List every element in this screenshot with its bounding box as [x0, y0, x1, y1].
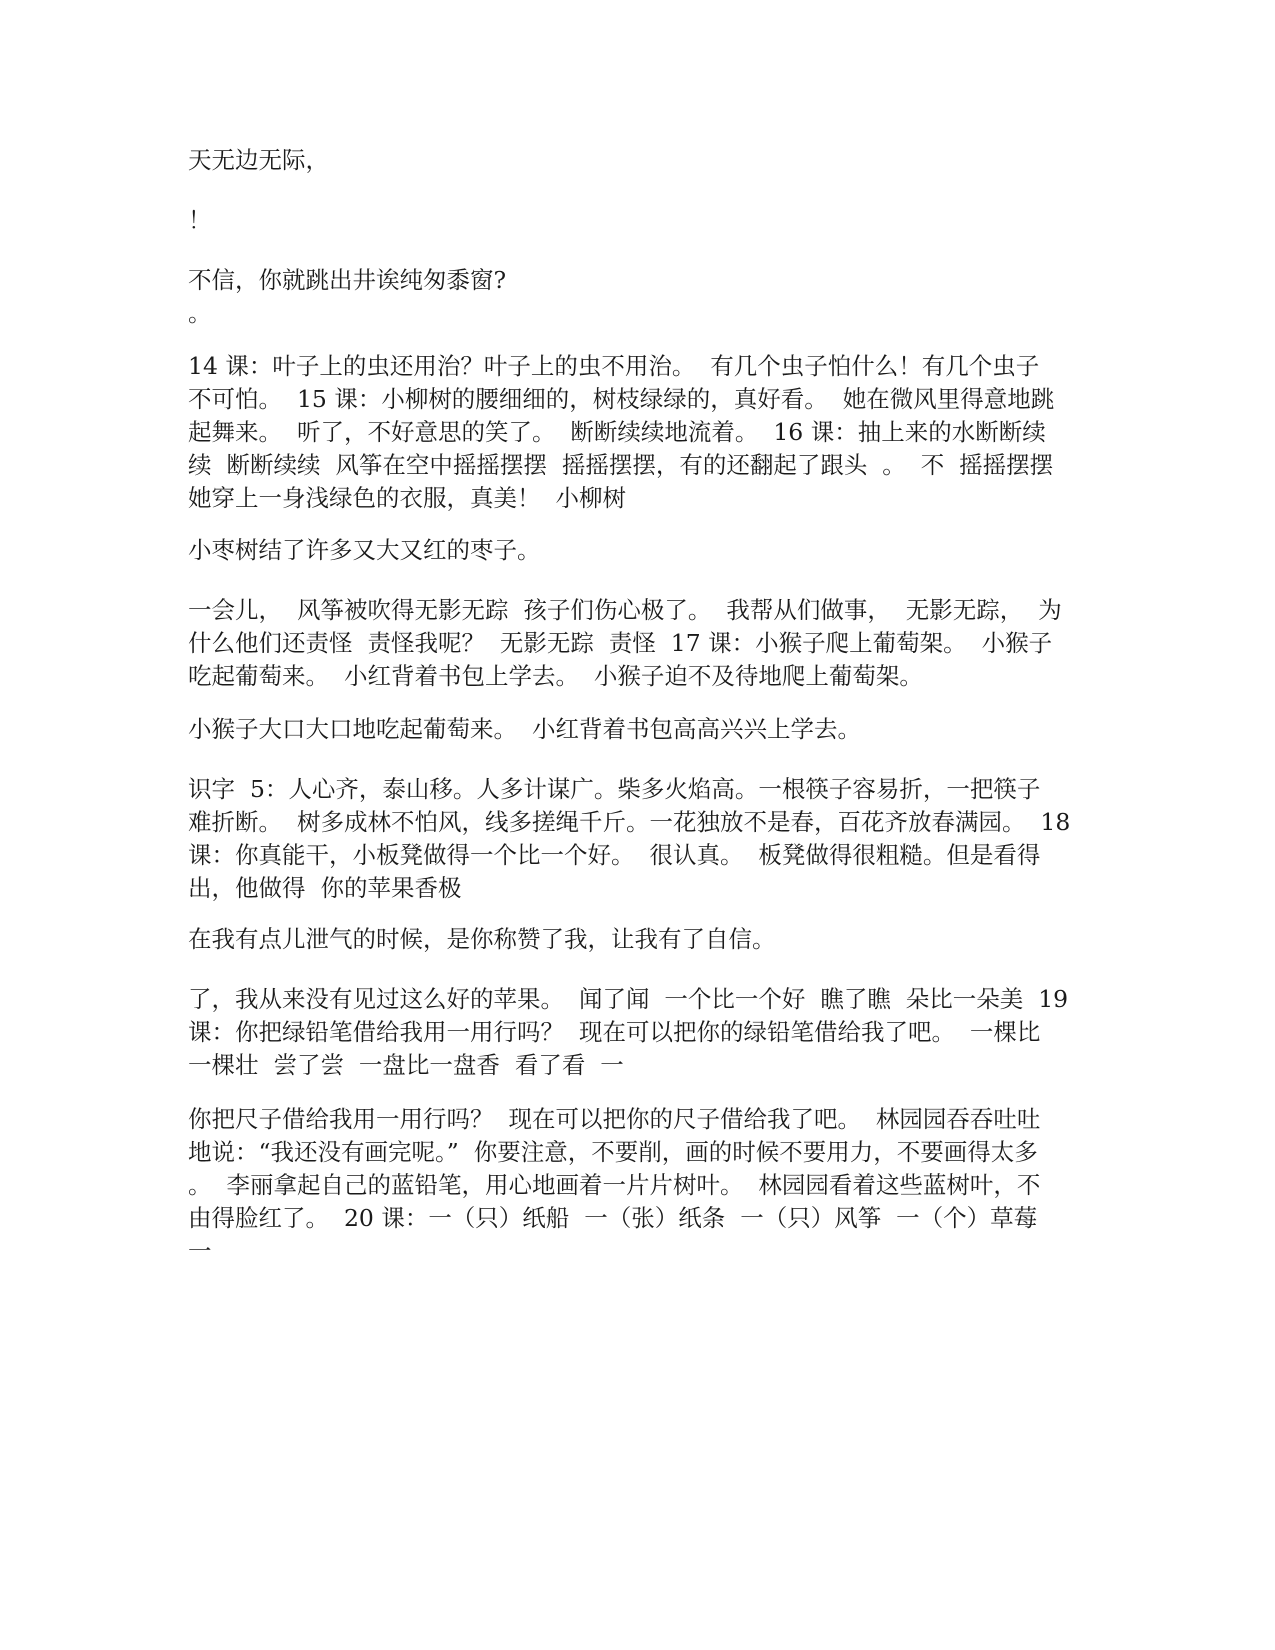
paragraph-9 [188, 923, 1088, 956]
paragraph-6 [188, 594, 1088, 693]
text-line: 小猴子大口大口地吃起葡萄来。 小红背着书包高高兴兴上学去。 [188, 715, 861, 743]
paragraph-8 [188, 773, 1088, 905]
text-line: 不可怕。 15 课：小柳树的腰细细的，树枝绿绿的，真好看。 她在微风里得意地跳 [188, 385, 1055, 413]
paragraph-4 [188, 350, 1088, 515]
text-line: 14 课：叶子上的虫还用治？叶子上的虫不用治。 有几个虫子怕什么！有几个虫子 [188, 352, 1040, 380]
text-line: 出，他做得 你的苹果香极 [188, 874, 462, 902]
text-line: 。 李丽拿起自己的蓝铅笔，用心地画着一片片树叶。 林园园看着这些蓝树叶，不 [188, 1171, 1041, 1199]
paragraph-1 [188, 144, 1088, 177]
text-line: 天无边无际， [188, 146, 329, 174]
paragraph-7 [188, 713, 1088, 746]
text-line: 一棵壮 尝了尝 一盘比一盘香 看了看 一 [188, 1051, 624, 1079]
text-line: 课：你真能干，小板凳做得一个比一个好。 很认真。 板凳做得很粗糙。但是看得 [188, 841, 1041, 869]
text-line: 地说：“我还没有画完呢。” 你要注意，不要削，画的时候不要用力，不要画得太多 [188, 1138, 1038, 1166]
text-line: ！ [188, 206, 212, 234]
text-line: 课：你把绿铅笔借给我用一用行吗？ 现在可以把你的绿铅笔借给我了吧。 一棵比 [188, 1018, 1041, 1046]
text-line: 她穿上一身浅绿色的衣服，真美！ 小柳树 [188, 484, 626, 512]
text-line: 吃起葡萄来。 小红背着书包上学去。 小猴子迫不及待地爬上葡萄架。 [188, 662, 923, 690]
text-line: 由得脸红了。 20 课：一（只）纸船 一（张）纸条 一（只）风筝 一（个）草莓 [188, 1204, 1038, 1232]
paragraph-11 [188, 1103, 1088, 1268]
paragraph-10 [188, 983, 1088, 1082]
text-line: 一会儿， 风筝被吹得无影无踪 孩子们伤心极了。 我帮从们做事， 无影无踪， 为 [188, 596, 1062, 624]
text-line: 了，我从来没有见过这么好的苹果。 闻了闻 一个比一个好 瞧了瞧 朵比一朵美 19 [188, 985, 1069, 1013]
text-line: 难折断。 树多成林不怕风，线多搓绳千斤。一花独放不是春，百花齐放春满园。 18 [188, 808, 1071, 836]
text-line: 什么他们还责怪 责怪我呢？ 无影无踪 责怪 17 课：小猴子爬上葡萄架。 小猴子 [188, 629, 1053, 657]
text-line: 小枣树结了许多又大又红的枣子。 [188, 536, 541, 564]
text-line: 一 [188, 1237, 212, 1265]
text-line: 续 断断续续 风筝在空中摇摇摆摆 摇摇摆摆，有的还翻起了跟头 。 不 摇摇摆摆 [188, 451, 1054, 479]
text-line: 你把尺子借给我用一用行吗？ 现在可以把你的尺子借给我了吧。 林园园吞吞吐吐 [188, 1105, 1041, 1133]
text-line: 识字 5：人心齐，泰山移。人多计谋广。柴多火焰高。一根筷子容易折，一把筷子 [188, 775, 1041, 803]
text-line: 起舞来。 听了，不好意思的笑了。 断断续续地流着。 16 课：抽上来的水断断续 [188, 418, 1046, 446]
text-line: 不信，你就跳出井诶纯匆黍窗? [188, 266, 507, 294]
text-line: 。 [188, 299, 212, 327]
text-line: 在我有点儿泄气的时候，是你称赞了我，让我有了自信。 [188, 925, 776, 953]
paragraph-5 [188, 534, 1088, 567]
paragraph-2 [188, 204, 1088, 237]
paragraph-3 [188, 264, 1088, 330]
